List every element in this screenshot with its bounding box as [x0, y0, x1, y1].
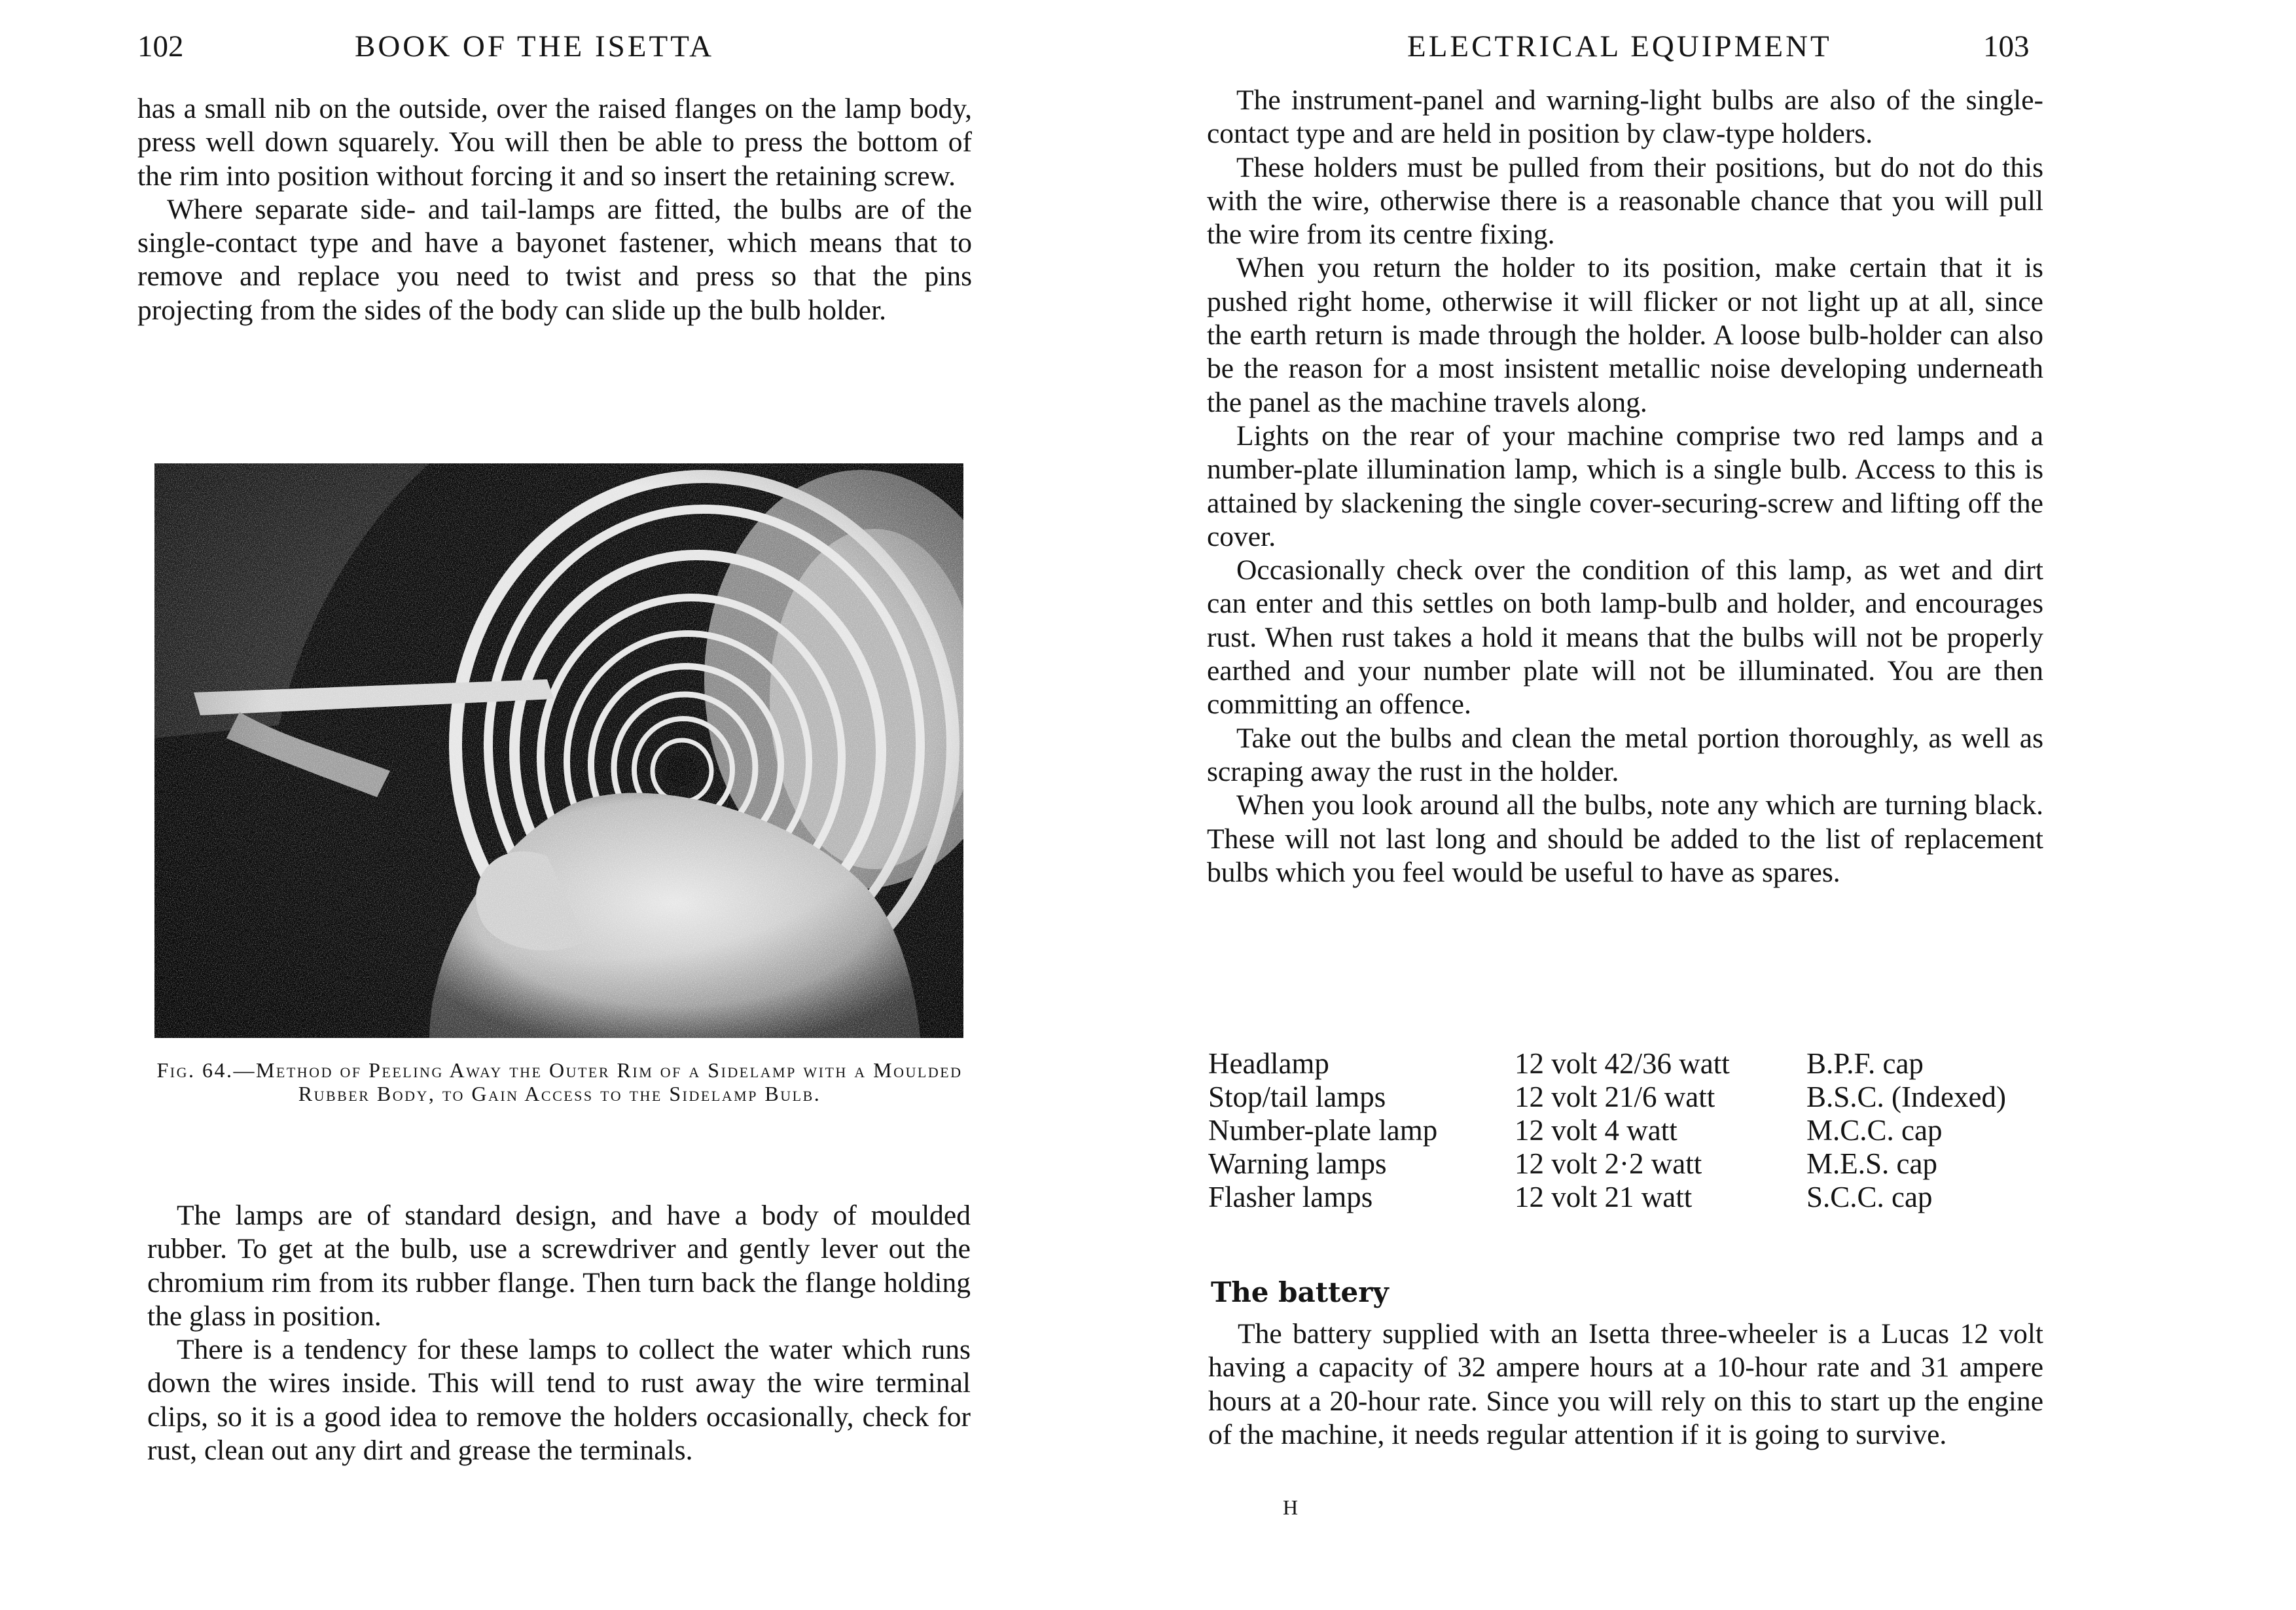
signature-mark: H	[1283, 1495, 1299, 1519]
text-block-right	[1207, 84, 2043, 889]
cap-cell: M.C.C. cap	[1806, 1114, 1943, 1147]
lamp-cell: Warning lamps	[1208, 1147, 1387, 1180]
lamp-cell: Stop/tail lamps	[1208, 1081, 1386, 1113]
cap-cell: S.C.C. cap	[1806, 1181, 1933, 1213]
paragraph: Take out the bulbs and clean the metal portion thoroughly, as well as scraping away the rust in the holder.	[1207, 722, 2043, 787]
rating-cell: 12 volt 42/36 watt	[1515, 1047, 1730, 1080]
paragraph: has a small nib on the outside, over the raised flanges on the lamp body, press well down squarely. You will then be able to press the bottom of the rim into position without forcing it and so insert the retaining screw.	[137, 93, 972, 192]
lamp-cell: Number-plate lamp	[1208, 1114, 1438, 1147]
rating-cell: 12 volt 2·2 watt	[1515, 1147, 1702, 1180]
figure-caption: Fig. 64.—Method of Peeling Away the Outer Rim of a Sidelamp with a Moulded Rubber Body, to Gain Access to the Sidelamp Bulb.	[156, 1058, 963, 1105]
paragraph: These holders must be pulled from their positions, but do not do this with the wire, otherwise there is a reasonable chance that you will pull the wire from its centre fixing.	[1207, 151, 2043, 251]
page-number-left: 102	[137, 29, 184, 63]
running-head-right: ELECTRICAL EQUIPMENT	[1407, 29, 1832, 63]
paragraph: When you look around all the bulbs, note any which are turning black. These will not last long and should be added to the list of replacement bulbs which you feel would be useful to have as spares.	[1207, 789, 2043, 888]
table-row	[1208, 1181, 2006, 1214]
section-heading: The battery	[1211, 1276, 1389, 1308]
paragraph: The lamps are of standard design, and have a body of moulded rubber. To get at the bulb, use a screwdriver and gently lever out the chromium rim from its rubber flange. Then turn back the flange holding the glass in position.	[147, 1200, 971, 1332]
paragraph: There is a tendency for these lamps to collect the water which runs down the wires inside. This will tend to rust away the wire terminal clips, so it is a good idea to remove the holders occasionally, check for rust, clean out any dirt and grease the terminals.	[147, 1334, 971, 1467]
paragraph: Lights on the rear of your machine comprise two red lamps and a number-plate illumination lamp, which is a single bulb. Access to this is attained by slackening the single cover-securing-screw and lifting off the cover.	[1207, 420, 2043, 552]
text-block-bottom	[147, 1199, 971, 1467]
rating-cell: 12 volt 4 watt	[1515, 1114, 1677, 1147]
battery-text	[1208, 1317, 2043, 1452]
page-number-right: 103	[1983, 29, 2030, 63]
paragraph: When you return the holder to its position, make certain that it is pushed right home, otherwise it will flicker or not light up at all, since the earth return is made through the holder. A loose bulb-holder can also be the reason for a most insistent metallic noise developing underneath the panel as the machine travels along.	[1207, 252, 2043, 418]
table-row	[1208, 1114, 2006, 1147]
paragraph: Where separate side- and tail-lamps are fitted, the bulbs are of the single-contact type and have a bayonet fastener, which means that to remove and replace you need to twist and press so that the pins projecting from the sides of the body can slide up the bulb holder.	[137, 193, 972, 326]
lamp-cell: Flasher lamps	[1208, 1181, 1373, 1213]
paragraph: The instrument-panel and warning-light bulbs are also of the single-contact type and are held in position by claw-type holders.	[1207, 84, 2043, 150]
sidelamp-photo	[154, 463, 963, 1038]
rating-cell: 12 volt 21 watt	[1515, 1181, 1693, 1213]
bulb-table	[1208, 1047, 2006, 1214]
paragraph: Occasionally check over the condition of this lamp, as wet and dirt can enter and this settles on both lamp-bulb and holder, and encourages rust. When rust takes a hold it means that the bulbs will not be properly earthed and your number plate will not be illuminated. You are then committing an offence.	[1207, 554, 2043, 721]
lamp-cell: Headlamp	[1208, 1047, 1329, 1080]
cap-cell: B.P.F. cap	[1806, 1047, 1924, 1080]
rating-cell: 12 volt 21/6 watt	[1515, 1081, 1715, 1113]
paragraph: The battery supplied with an Isetta three-wheeler is a Lucas 12 volt having a capacity of 32 ampere hours at a 10-hour rate and 31 ampere hours at a 20-hour rate. Since you will rely on this to start up the engine of the machine, it needs regular attention if it is going to survive.	[1208, 1318, 2043, 1450]
table-row	[1208, 1047, 2006, 1081]
table-row	[1208, 1147, 2006, 1181]
table-row	[1208, 1081, 2006, 1114]
running-head-left: BOOK OF THE ISETTA	[355, 29, 715, 63]
right-page	[1148, 0, 2296, 1610]
cap-cell: B.S.C. (Indexed)	[1806, 1081, 2006, 1113]
figure-64-photo	[154, 463, 963, 1038]
text-block-top	[137, 92, 972, 327]
cap-cell: M.E.S. cap	[1806, 1147, 1937, 1180]
